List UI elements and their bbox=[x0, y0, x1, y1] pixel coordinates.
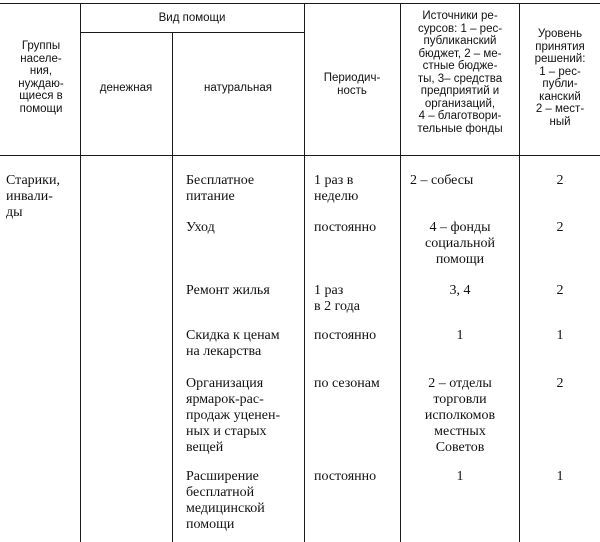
row-source: 4 – фонды социальной помощи bbox=[425, 220, 495, 267]
col-divider-2 bbox=[172, 32, 173, 542]
row-source: 1 bbox=[456, 328, 464, 343]
header-periodicity: Периодич- ность bbox=[323, 72, 381, 97]
top-rule bbox=[0, 3, 600, 4]
row-source: 2 – отделы торговли исполкомов местных Советов bbox=[424, 376, 496, 455]
row-in-kind: Ремонт жилья bbox=[186, 283, 270, 298]
row-level: 2 bbox=[556, 220, 564, 235]
row-periodicity: постоянно bbox=[314, 328, 377, 343]
row-source: 2 – собесы bbox=[410, 173, 474, 188]
row-in-kind: Организация ярмарок-рас- продаж уценен- ных и старых вещей bbox=[186, 376, 281, 455]
row-level: 2 bbox=[556, 173, 564, 188]
row-level: 1 bbox=[556, 469, 564, 484]
header-in-kind: натуральная bbox=[204, 82, 272, 94]
row-source: 3, 4 bbox=[449, 283, 471, 298]
header-decision-level: Уровень принятия решений: 1 – рес- публи- канский 2 – мест- ный bbox=[534, 28, 586, 128]
row-periodicity: постоянно bbox=[314, 469, 377, 484]
row-in-kind: Бесплатное питание bbox=[186, 173, 255, 204]
row-in-kind: Уход bbox=[186, 220, 215, 235]
row-periodicity: по сезонам bbox=[314, 376, 380, 391]
row-source: 1 bbox=[456, 469, 464, 484]
col-divider-4 bbox=[400, 3, 401, 542]
row-level: 2 bbox=[556, 283, 564, 298]
col-divider-3 bbox=[304, 3, 305, 542]
row-periodicity: 1 раз в неделю bbox=[314, 173, 359, 204]
header-monetary: денежная bbox=[99, 82, 153, 94]
row-level: 2 bbox=[556, 376, 564, 391]
row-in-kind: Расширение бесплатной медицинской помощи bbox=[186, 469, 265, 532]
row-in-kind: Скидка к ценам на лекарства bbox=[186, 328, 280, 359]
header-aid-type: Вид помощи bbox=[158, 12, 226, 24]
col-divider-5 bbox=[519, 3, 520, 542]
header-groups: Группы населе- ния, нуждаю- щиеся в помощи bbox=[18, 40, 64, 115]
header-sources: Источники ре- сурсов: 1 – рес- публиканский бюджет, 2 – ме- стные бюдже- ты, 3– средства предприятий и организаций, 4 – благотвори- тельные фонды bbox=[417, 10, 503, 135]
group-label: Старики, инвали- ды bbox=[6, 173, 60, 220]
col-divider-1 bbox=[80, 3, 81, 542]
row-periodicity: 1 раз в 2 года bbox=[314, 283, 360, 314]
row-level: 1 bbox=[556, 328, 564, 343]
header-bottom-rule bbox=[0, 155, 600, 156]
aid-type-rule bbox=[80, 32, 304, 33]
row-periodicity: постоянно bbox=[314, 220, 377, 235]
